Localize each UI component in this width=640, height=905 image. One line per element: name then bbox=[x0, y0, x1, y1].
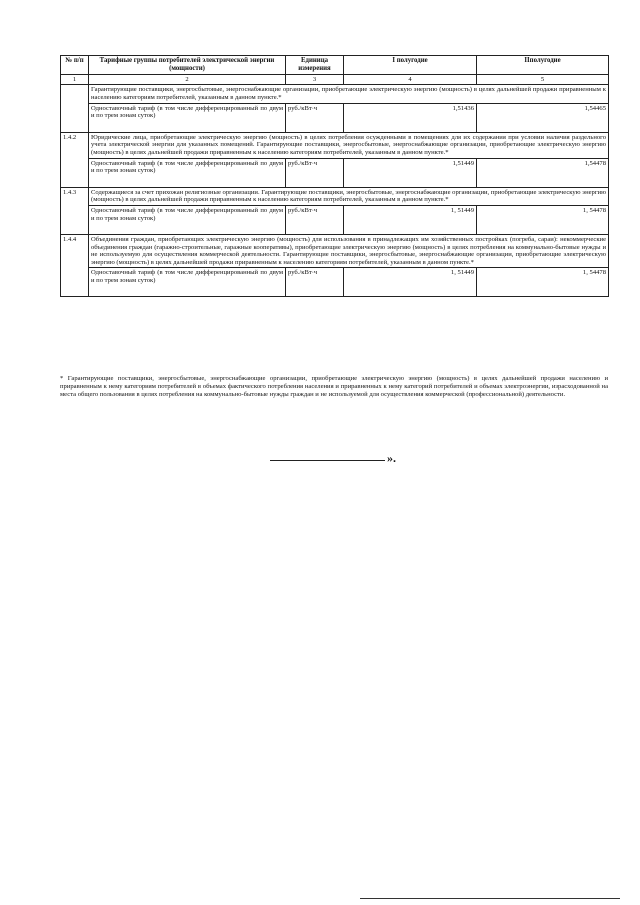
colnum-3: 3 bbox=[286, 74, 344, 85]
tariff-label: Одноставочный тариф (в том числе дифференцированный по двум и по трем зонам суток) bbox=[89, 205, 286, 234]
colnum-1: 1 bbox=[61, 74, 89, 85]
tariff-label: Одноставочный тариф (в том числе дифференцированный по двум и по трем зонам суток) bbox=[89, 268, 286, 297]
header-unit: Единица измерения bbox=[286, 56, 344, 75]
value-half-1: 1,51436 bbox=[344, 103, 477, 132]
header-groups: Тарифные группы потребителей электрической энергии (мощности) bbox=[89, 56, 286, 75]
row-description: Объединения граждан, приобретающих электрическую энергию (мощность) для использования в принадлежащих им хозяйственных постройках (погреба, сараи): некоммерческие объединения граждан (гаражно-строительные, гаражные кооперативы), приобретающие электрическую энергию (мощность) в целях потребления на коммунально-бытовые нужды и не используемую для осуществления коммерческой деятельности. Гарантирующие поставщики, энергосбытовые, энергоснабжающие организации, приобретающие электрическую энергию (мощность) в целях дальнейшей продажи приравненным к населению категориям потребителей, указанным в данном пункте.* bbox=[89, 234, 609, 268]
unit-cell: руб./кВт·ч bbox=[286, 103, 344, 132]
value-half-1: 1, 51449 bbox=[344, 205, 477, 234]
header-num: № п/п bbox=[61, 56, 89, 75]
value-half-2: 1, 54478 bbox=[477, 268, 609, 297]
table-row bbox=[61, 268, 609, 297]
unit-cell: руб./кВт·ч bbox=[286, 158, 344, 187]
page-bottom-rule bbox=[360, 898, 620, 899]
value-half-1: 1,51449 bbox=[344, 158, 477, 187]
unit-cell: руб./кВт·ч bbox=[286, 268, 344, 297]
row-num: 1.4.2 bbox=[61, 132, 89, 187]
table-row bbox=[61, 132, 609, 158]
table-row bbox=[61, 158, 609, 187]
column-number-row bbox=[61, 74, 609, 85]
value-half-2: 1,54465 bbox=[477, 103, 609, 132]
colnum-5: 5 bbox=[477, 74, 609, 85]
header-half-1: I полугодие bbox=[344, 56, 477, 75]
tariff-table bbox=[60, 55, 609, 297]
row-num-empty bbox=[61, 85, 89, 132]
table-row bbox=[61, 205, 609, 234]
table-row bbox=[61, 234, 609, 268]
table-row bbox=[61, 85, 609, 103]
colnum-4: 4 bbox=[344, 74, 477, 85]
colnum-2: 2 bbox=[89, 74, 286, 85]
header-half-2: IIполугодие bbox=[477, 56, 609, 75]
row-description: Содержащиеся за счет прихожан религиозные организации. Гарантирующие поставщики, энергосбытовые, энергоснабжающие организации, приобретающие электрическую энергию (мощность) в целях дальнейшей продажи приравненным к населению категориям потребителей, указанным в данном пункте.* bbox=[89, 187, 609, 205]
table-row bbox=[61, 103, 609, 132]
tariff-label: Одноставочный тариф (в том числе дифференцированный по двум и по трем зонам суток) bbox=[89, 103, 286, 132]
closing-quote: ». bbox=[387, 451, 396, 465]
value-half-1: 1, 51449 bbox=[344, 268, 477, 297]
value-half-2: 1,54478 bbox=[477, 158, 609, 187]
table-header-row bbox=[61, 56, 609, 75]
signature-line bbox=[270, 448, 385, 461]
row-description: Юридические лица, приобретающие электрическую энергию (мощность) в целях потребления осужденными в помещениях для их содержания при условии наличия раздельного учета электрической энергии для указанных помещений. Гарантирующие поставщики, энергосбытовые, энергоснабжающие организации, приобретающие электрическую энергию (мощность) в целях дальнейшей продажи приравненным к населению категориям потребителей, указанным в данном пункте.* bbox=[89, 132, 609, 158]
footnote: * Гарантирующие поставщики, энергосбытовые, энергоснабжающие организации, приобретающие электрическую энергию (мощность) в целях дальнейшей продажи населению и приравненным к нему категориям потребителей в объемах фактического потребления населения и приравненных к нему категорий потребителей и объемах электроэнергии, израсходованной на места общего пользования в целях потребления на коммунально-бытовые нужды граждан и не используемой для осуществления коммерческой (профессиональной) деятельности. bbox=[60, 375, 608, 399]
row-num: 1.4.3 bbox=[61, 187, 89, 234]
value-half-2: 1, 54478 bbox=[477, 205, 609, 234]
row-num: 1.4.4 bbox=[61, 234, 89, 297]
table-row bbox=[61, 187, 609, 205]
row-description: Гарантирующие поставщики, энергосбытовые, энергоснабжающие организации, приобретающие электрическую энергию (мощность) в целях дальнейшей продажи приравненным к населению категориям потребителей, указанным в данном пункте.* bbox=[89, 85, 609, 103]
tariff-label: Одноставочный тариф (в том числе дифференцированный по двум и по трем зонам суток) bbox=[89, 158, 286, 187]
unit-cell: руб./кВт·ч bbox=[286, 205, 344, 234]
